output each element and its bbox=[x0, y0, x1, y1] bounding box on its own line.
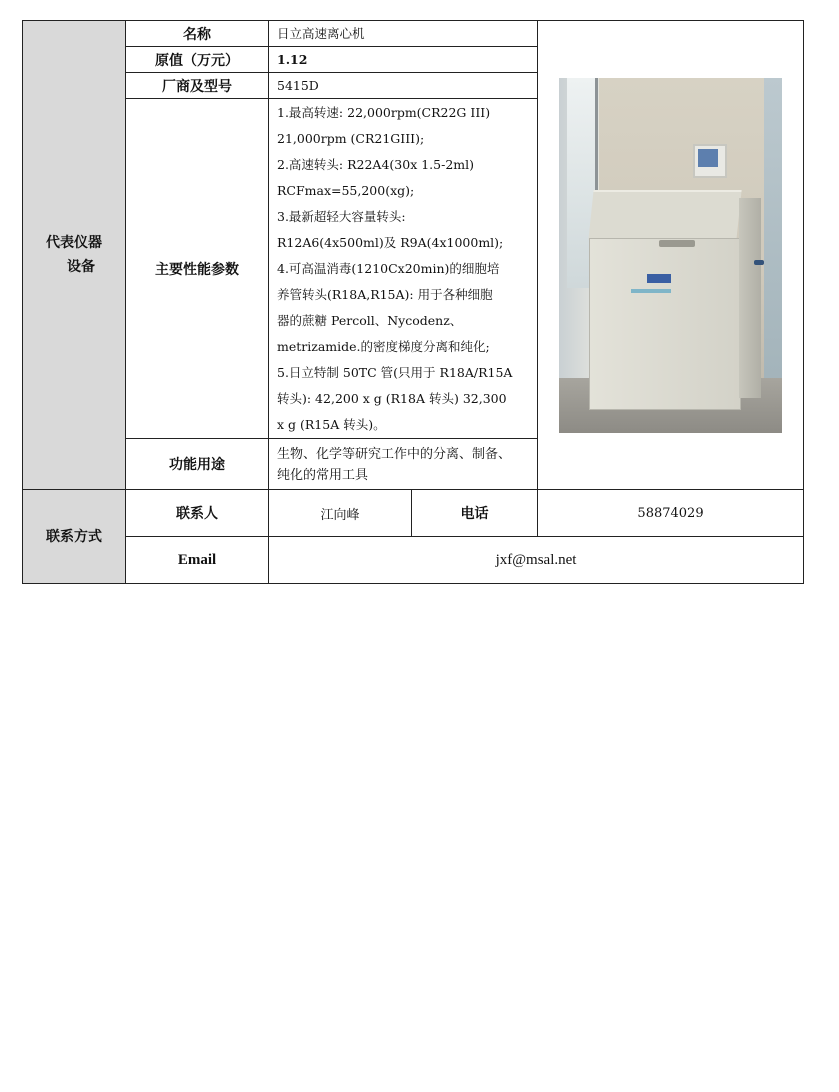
section-contact-label: 联系方式 bbox=[23, 490, 126, 584]
model-value: 5415D bbox=[269, 73, 538, 99]
params-value bbox=[269, 99, 538, 439]
centrifuge-handle bbox=[659, 240, 695, 247]
centrifuge-screen bbox=[698, 149, 718, 167]
param-line: 养管转头(R18A,R15A): 用于各种细胞 bbox=[277, 287, 493, 302]
usage-value bbox=[269, 439, 538, 490]
centrifuge-body bbox=[589, 238, 741, 410]
param-line: 1.最高转速: 22,000rpm(CR22G III) bbox=[277, 105, 491, 120]
param-line: 转头): 42,200 x g (R18A 转头) 32,300 bbox=[277, 391, 507, 406]
email-value[interactable]: jxf@msal.net bbox=[269, 537, 804, 584]
value-value: 1.12 bbox=[269, 47, 538, 73]
person-label: 联系人 bbox=[126, 490, 269, 537]
param-line: 21,000rpm (CR21GIII); bbox=[277, 131, 425, 146]
param-line: metrizamide.的密度梯度分离和纯化; bbox=[277, 339, 490, 354]
param-line: 5.日立特制 50TC 管(只用于 R18A/R15A bbox=[277, 365, 513, 380]
equipment-info-table bbox=[22, 20, 804, 584]
section-equipment-label bbox=[23, 21, 126, 490]
param-line: 4.可高温消毒(1210Cx20min)的细胞培 bbox=[277, 261, 500, 276]
params-label: 主要性能参数 bbox=[126, 99, 269, 439]
param-line: 3.最新超轻大容量转头: bbox=[277, 209, 406, 224]
param-line: x g (R15A 转头)。 bbox=[277, 417, 386, 432]
photo-cell bbox=[538, 21, 804, 490]
email-label: Email bbox=[126, 537, 269, 584]
centrifuge-lid bbox=[588, 190, 741, 240]
usage-label: 功能用途 bbox=[126, 439, 269, 490]
centrifuge-badge bbox=[647, 274, 671, 283]
centrifuge-plug bbox=[754, 260, 764, 265]
centrifuge-photo bbox=[559, 78, 782, 433]
phone-value: 58874029 bbox=[538, 490, 804, 537]
param-line: R12A6(4x500ml)及 R9A(4x1000ml); bbox=[277, 235, 504, 250]
usage-line: 生物、化学等研究工作中的分离、制备、 bbox=[277, 446, 512, 462]
section-equipment-line2: 设备 bbox=[67, 259, 95, 275]
param-line: 器的蔗糖 Percoll、Nycodenz、 bbox=[277, 313, 463, 328]
person-value: 江向峰 bbox=[269, 490, 412, 537]
value-label: 原值（万元） bbox=[126, 47, 269, 73]
name-label: 名称 bbox=[126, 21, 269, 47]
phone-label: 电话 bbox=[412, 490, 538, 537]
model-label: 厂商及型号 bbox=[126, 73, 269, 99]
section-equipment-line1: 代表仪器 bbox=[46, 235, 102, 251]
centrifuge-logo bbox=[631, 289, 671, 293]
name-value: 日立高速离心机 bbox=[269, 21, 538, 47]
param-line: 2.高速转头: R22A4(30x 1.5-2ml) bbox=[277, 157, 474, 172]
param-line: RCFmax=55,200(xg); bbox=[277, 183, 415, 198]
usage-line: 纯化的常用工具 bbox=[277, 467, 369, 483]
centrifuge-side-panel bbox=[739, 198, 761, 398]
